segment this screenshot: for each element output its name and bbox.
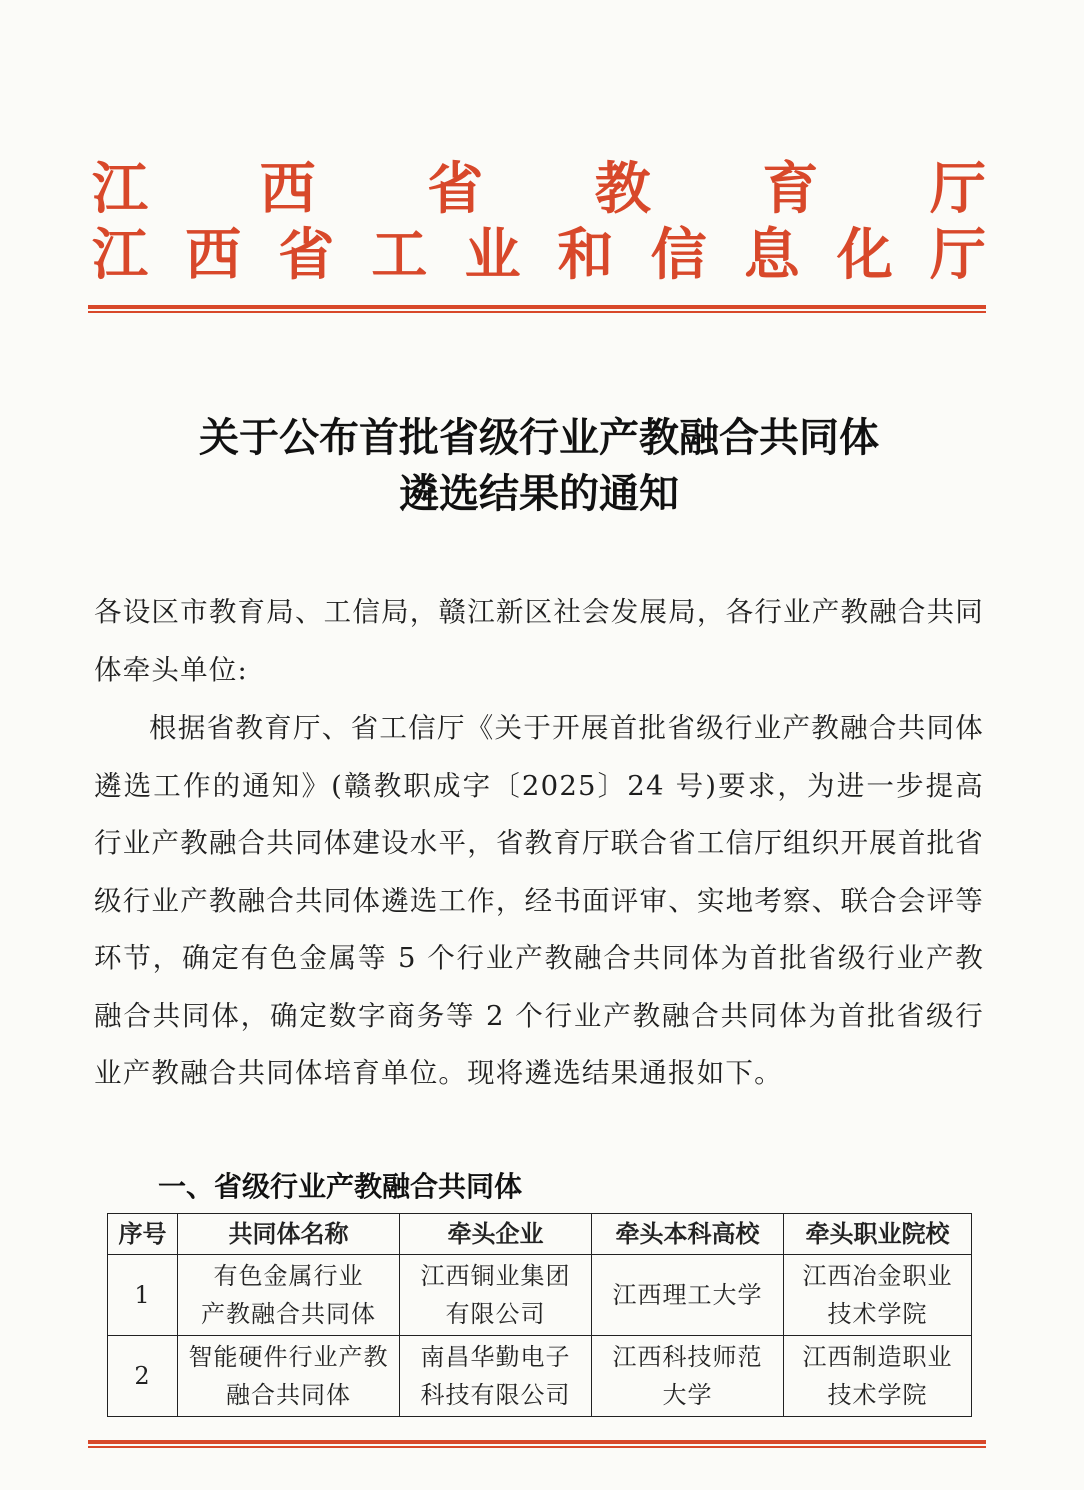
letterhead-char: 育 <box>762 157 819 222</box>
body-paragraph <box>94 700 984 1103</box>
cell-line: 有色金属行业 <box>213 1262 364 1290</box>
letterhead-char: 化 <box>836 223 893 288</box>
letterhead-divider-thin <box>88 311 986 313</box>
cell-line: 江西制造职业 <box>802 1343 953 1371</box>
cell-line: 有限公司 <box>445 1300 546 1328</box>
letterhead-divider <box>88 305 986 309</box>
table-row <box>108 1336 972 1417</box>
letterhead-char: 业 <box>464 223 521 288</box>
cell-line: 江西铜业集团 <box>420 1262 571 1290</box>
letterhead-char: 工 <box>371 223 428 288</box>
lead-enterprise <box>400 1255 592 1336</box>
letterhead-char: 江 <box>92 157 148 222</box>
letterhead-char: 厅 <box>929 223 986 288</box>
lead-university <box>592 1255 784 1336</box>
lead-vocational-college <box>784 1255 972 1336</box>
letterhead-org-education <box>92 157 986 222</box>
community-name <box>178 1336 400 1417</box>
cell-line: 江西科技师范 <box>612 1343 763 1371</box>
results-table <box>107 1213 972 1417</box>
table-header-row <box>108 1214 972 1255</box>
greeting <box>94 584 984 699</box>
letterhead-char: 教 <box>594 157 651 222</box>
section-heading: 一、省级行业产教融合共同体 <box>158 1170 523 1203</box>
column-header: 牵头企业 <box>400 1214 592 1255</box>
cell-line: 技术学院 <box>827 1300 928 1328</box>
column-header: 牵头本科高校 <box>592 1214 784 1255</box>
document-title-line2: 遴选结果的通知 <box>399 470 679 517</box>
cell-line: 技术学院 <box>827 1381 928 1409</box>
lead-university <box>592 1336 784 1417</box>
cell-line: 科技有限公司 <box>420 1381 571 1409</box>
table-row <box>108 1255 972 1336</box>
row-number: 1 <box>108 1255 178 1336</box>
letterhead-char: 省 <box>427 157 484 222</box>
lead-vocational-college <box>784 1336 972 1417</box>
cell-line: 江西冶金职业 <box>802 1262 953 1290</box>
letterhead-char: 和 <box>557 223 614 288</box>
row-number: 2 <box>108 1336 178 1417</box>
letterhead-char: 省 <box>278 223 335 288</box>
paragraph-text: 根据省教育厅、省工信厅《关于开展首批省级行业产教融合共同体遴选工作的通知》(赣教职成字〔2025〕24 号)要求，为进一步提高行业产教融合共同体建设水平，省教育厅联合省工信厅组织开展首批省级行业产教融合共同体遴选工作，经书面评审、实地考察、联合会评等环节，确定有色金属等 5 个行业产教融合共同体为首批省级行业产教融合共同体，确定数字商务等 2 个行业产教融合共同体为首批省级行业产教融合共同体培育单位。现将遴选结果通报如下。 <box>94 712 984 1089</box>
cell-line: 大学 <box>662 1381 713 1409</box>
letterhead-org-industry <box>92 223 986 288</box>
greeting-text: 各设区市教育局、工信局，赣江新区社会发展局，各行业产教融合共同体牵头单位: <box>94 596 984 686</box>
cell-line: 产教融合共同体 <box>201 1300 376 1328</box>
footer-divider <box>88 1440 986 1444</box>
footer-divider-thin <box>88 1446 986 1448</box>
column-header: 序号 <box>108 1214 178 1255</box>
column-header: 牵头职业院校 <box>784 1214 972 1255</box>
community-name <box>178 1255 400 1336</box>
lead-enterprise <box>400 1336 592 1417</box>
letterhead-char: 信 <box>650 223 707 288</box>
letterhead-char: 江 <box>92 223 148 288</box>
document-title-line1: 关于公布首批省级行业产教融合共同体 <box>199 414 879 461</box>
letterhead-char: 西 <box>185 223 242 288</box>
cell-line: 智能硬件行业产教 <box>188 1343 389 1371</box>
cell-line: 融合共同体 <box>226 1381 351 1409</box>
cell-line: 江西理工大学 <box>612 1281 763 1309</box>
letterhead-char: 西 <box>259 157 316 222</box>
letterhead-char: 息 <box>743 223 800 288</box>
cell-line: 南昌华勤电子 <box>420 1343 571 1371</box>
column-header: 共同体名称 <box>178 1214 400 1255</box>
letterhead-char: 厅 <box>929 157 986 222</box>
